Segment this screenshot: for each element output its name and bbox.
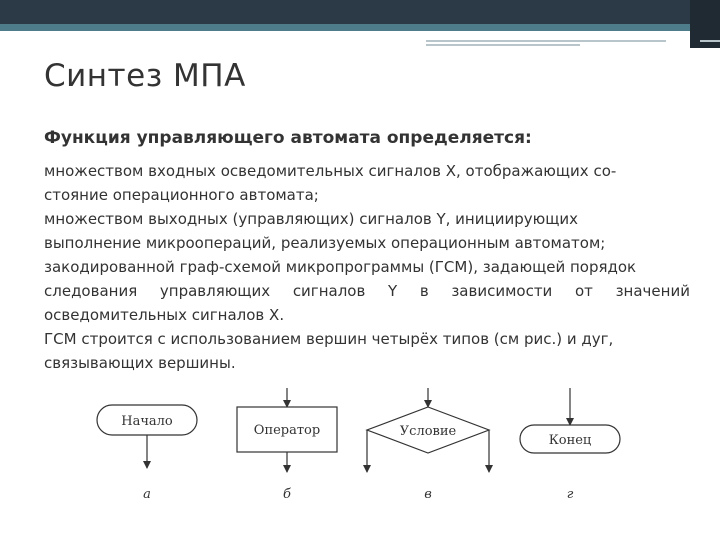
word: Y: [387, 282, 398, 300]
decorative-line: [700, 40, 720, 42]
caption-a: а: [143, 487, 151, 502]
caption-d: г: [566, 487, 574, 502]
text-line: закодированной граф-схемой микропрограммы (ГСМ), задающей порядок: [44, 258, 637, 276]
word: от: [574, 282, 593, 300]
condition-label: Условие: [399, 424, 457, 439]
text-line-justified: [44, 279, 690, 303]
word: в: [419, 282, 429, 300]
word: значений: [615, 282, 690, 300]
text-line: стояние операционного автомата;: [44, 186, 319, 204]
operator-label: Оператор: [253, 423, 321, 438]
text-line: ГСМ строится с использованием вершин четырёх типов (см рис.) и дуг,: [44, 330, 614, 348]
word: зависимости: [451, 282, 553, 300]
word: сигналов: [292, 282, 366, 300]
slide-body: [44, 126, 690, 375]
caption-b: б: [283, 487, 291, 502]
node-condition: [367, 388, 489, 502]
text-line: множеством входных осведомительных сигналов X, отображающих со-: [44, 162, 617, 180]
word: управляющих: [159, 282, 271, 300]
decorative-line: [426, 44, 580, 46]
text-line: осведомительных сигналов X.: [44, 306, 285, 324]
node-start: [97, 405, 197, 502]
end-label: Конец: [548, 433, 592, 448]
start-label: Начало: [121, 414, 173, 429]
text-line: множеством выходных (управляющих) сигналов Y, инициирующих: [44, 210, 578, 228]
slide-subtitle: Функция управляющего автомата определяется:: [44, 128, 532, 148]
flowchart-node-types: [0, 380, 720, 540]
slide-title: Синтез МПА: [44, 58, 246, 94]
caption-c: в: [424, 487, 432, 502]
text-line: выполнение микроопераций, реализуемых операционным автоматом;: [44, 234, 606, 252]
node-operator: [237, 388, 337, 502]
node-end: [520, 388, 620, 502]
text-line: связывающих вершины.: [44, 354, 236, 372]
decorative-line: [426, 40, 666, 42]
header-bar: [0, 0, 720, 24]
header-stripe: [0, 24, 720, 31]
word: следования: [44, 282, 138, 300]
